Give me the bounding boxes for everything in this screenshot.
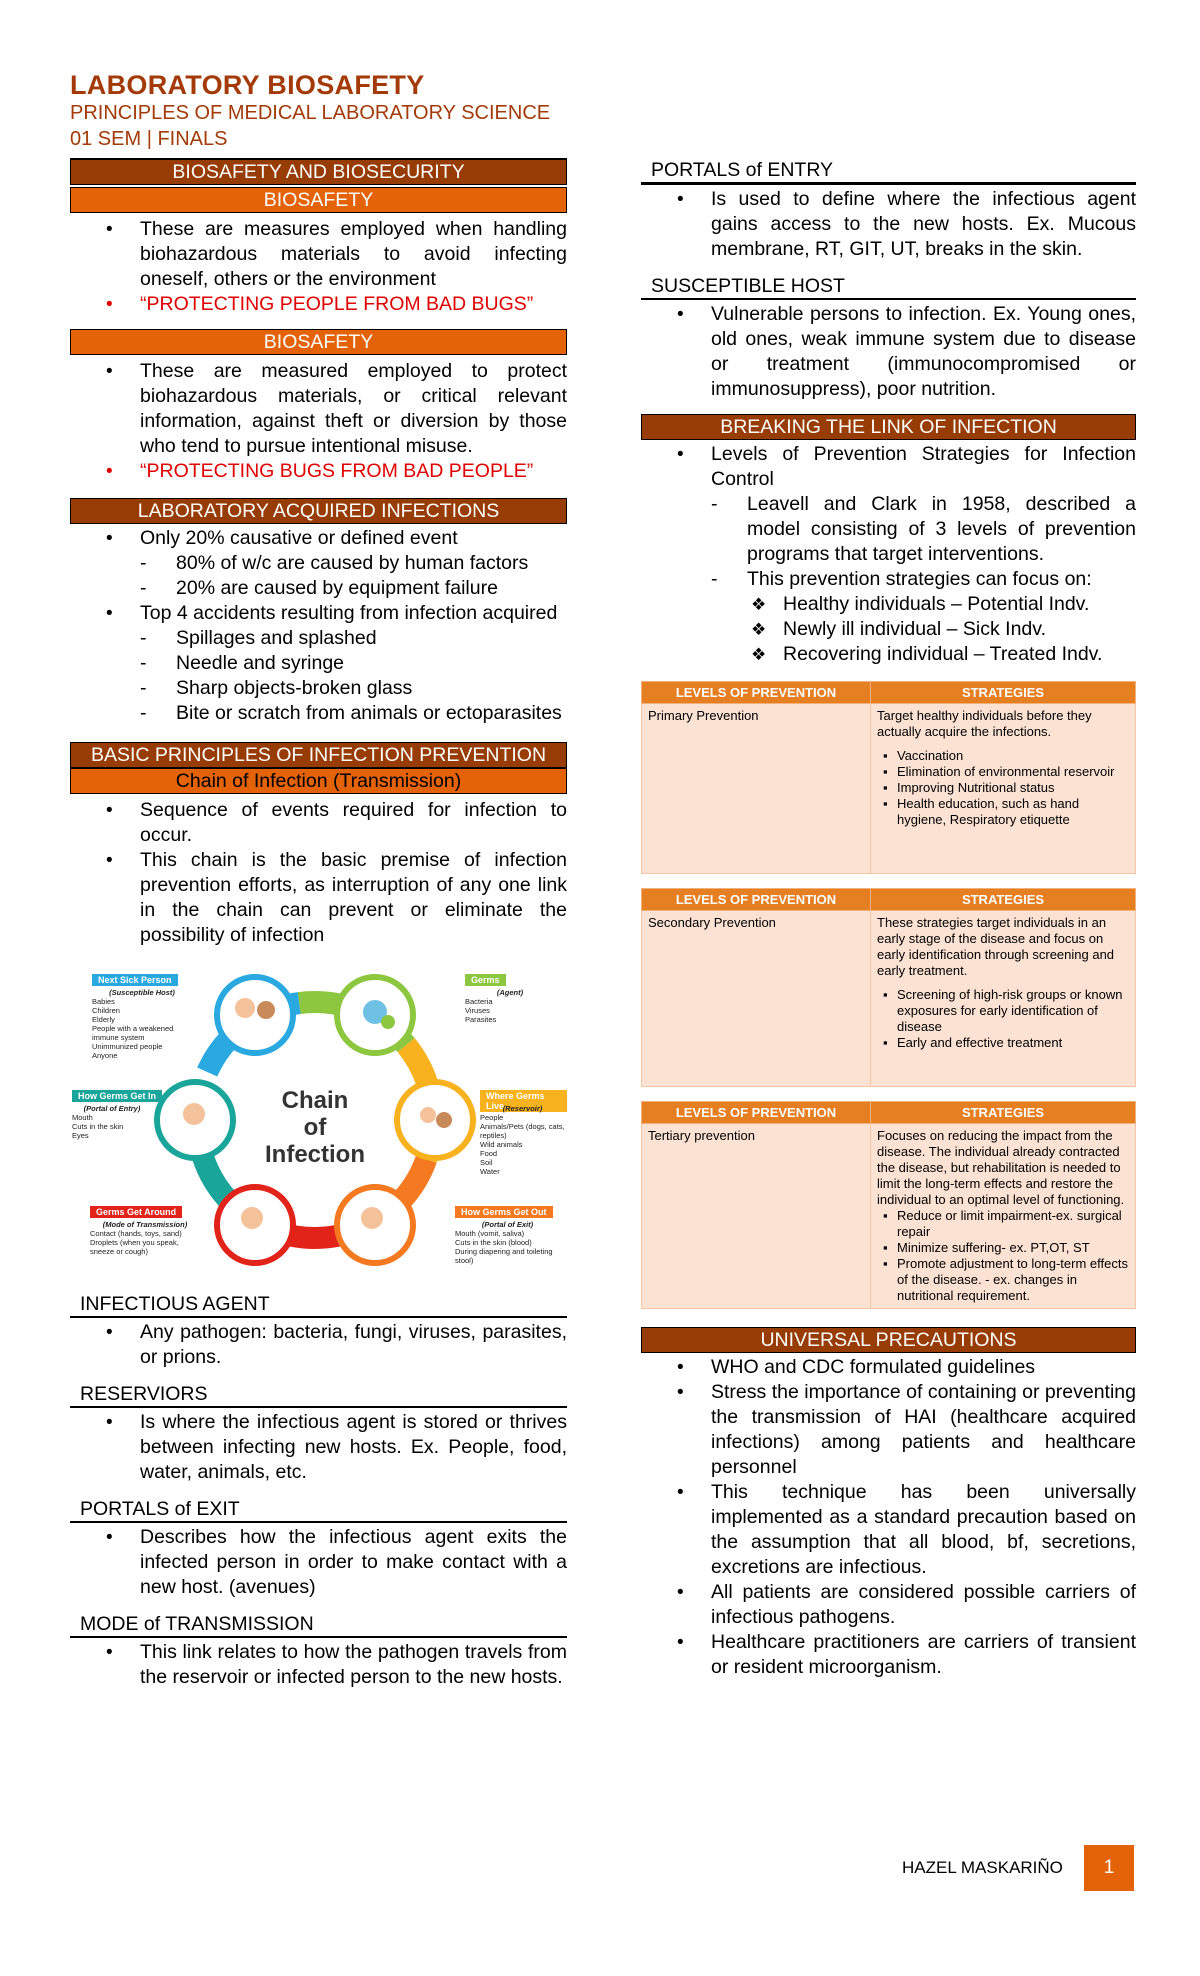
chain-center-line-1: Chain [281, 1087, 349, 1114]
list-item: • Describes how the infectious agent exits the infected person in order to make contact with a new host. (avenues) [70, 1525, 567, 1600]
sub-item: - Leavell and Clark in 1958, described a model consisting of 3 levels of prevention programs that target interventions. [711, 492, 1136, 567]
list-item: • Is used to define where the infectious agent gains access to the new hosts. Ex. Mucous membrane, RT, GIT, UT, breaks in the skin. [641, 187, 1136, 262]
sub-item: - 20% are caused by equipment failure [140, 576, 567, 601]
chain-note-live: (Reservoir) People Animals/Pets (dogs, cats, reptiles) Wild animals Food Soil Water [480, 1104, 565, 1176]
list-item: • Any pathogen: bacteria, fungi, viruses, parasites, or prions. [70, 1320, 567, 1370]
lai-list [70, 526, 567, 726]
list-item: • These are measured employed to protect biohazardous materials, or critical relevant information, against theft or diversion by those who tend to pursue intentional misuse. [70, 359, 567, 459]
table-header-strategies: STRATEGIES [871, 1102, 1136, 1124]
table-header-levels: LEVELS OF PREVENTION [642, 682, 871, 704]
subhead-reservoirs: RESERVIORS [70, 1382, 567, 1408]
focus-item: ❖ Healthy individuals – Potential Indv. [747, 592, 1136, 617]
list-item: • Is where the infectious agent is stored or thrives between infecting new hosts. Ex. People, food, water, animals, etc. [70, 1410, 567, 1485]
sub-item: - Sharp objects-broken glass [140, 676, 567, 701]
infectious-agent-list [70, 1320, 567, 1370]
breaking-sub-list [711, 492, 1136, 667]
lai-item-1: Only 20% causative or defined event [140, 527, 458, 549]
focus-item: ❖ Recovering individual – Treated Indv. [747, 642, 1136, 667]
chain-note-get-in: (Portal of Entry) Mouth Cuts in the skin Eyes [72, 1104, 141, 1140]
table-cell-strategies: Target healthy individuals before they actually acquire the infections. ▪ Vaccination ▪ Elimination of environmental reservoir ▪ Improving Nutritional status ▪ Health education, such as hand hygiene, Respiratory etiquette [871, 704, 1136, 874]
lai-sub-list-1 [140, 551, 567, 601]
lai-sub-list-2 [140, 626, 567, 726]
chain-label-germs: Germs [465, 974, 506, 986]
list-item: • Healthcare practitioners are carriers of transient or resident microorganism. [641, 1630, 1136, 1680]
portals-exit-list [70, 1525, 567, 1600]
section-subheader-chain: Chain of Infection (Transmission) [70, 768, 567, 794]
footer-author: HAZEL MASKARIÑO [902, 1858, 1063, 1877]
sub-item: - This prevention strategies can focus on: ❖ Healthy individuals – Potential Indv. ❖ Newly ill individual – Sick Indv. ❖ Recovering individual – Treated Indv. [711, 567, 1136, 667]
section-header-universal: UNIVERSAL PRECAUTIONS [641, 1327, 1136, 1353]
table-cell-strategies: Focuses on reducing the impact from the disease. The individual already contracted the disease, but rehabilitation is needed to limit the long-term effects and restore the individual to an optimal level of functioning. ▪ Reduce or limit impairment-ex. surgical repair ▪ Minimize suffering- ex. PT,OT, ST ▪ Promote adjustment to long-term effects of the disease. - ex. changes in nutritional requirement. [871, 1124, 1136, 1309]
table-cell-level: Secondary Prevention [642, 911, 871, 1087]
list-item [641, 442, 1136, 667]
sub-item: - Needle and syringe [140, 651, 567, 676]
breaking-link-list [641, 442, 1136, 667]
section-subheader-biosafety-2: BIOSAFETY [70, 329, 567, 355]
list-item: • All patients are considered possible carriers of infectious pathogens. [641, 1580, 1136, 1630]
subhead-portals-exit: PORTALS of EXIT [70, 1497, 567, 1523]
chain-label-live: Where Germs Live [480, 1090, 567, 1112]
list-item: • Stress the importance of containing or preventing the transmission of HAI (healthcare acquired infections) among patients and healthcare personnel [641, 1380, 1136, 1480]
biosafety2-list [70, 359, 567, 484]
list-item: • These are measures employed when handling biohazardous materials to avoid infecting oneself, others or the environment [70, 217, 567, 292]
chain-label-get-in: How Germs Get In [72, 1090, 162, 1102]
biosafety-list [70, 217, 567, 317]
chain-note-germs: (Agent) Bacteria Viruses Parasites [465, 988, 524, 1024]
sub-item: - Bite or scratch from animals or ectoparasites [140, 701, 567, 726]
list-item-red: • “PROTECTING PEOPLE FROM BAD BUGS” [70, 292, 567, 317]
primary-prevention-table [641, 681, 1136, 874]
lai-item-2: Top 4 accidents resulting from infection acquired [140, 602, 558, 624]
subhead-susceptible-host: SUSCEPTIBLE HOST [641, 274, 1136, 300]
chain-label-around: Germs Get Around [90, 1206, 182, 1218]
table-header-strategies: STRATEGIES [871, 682, 1136, 704]
list-item: • This link relates to how the pathogen travels from the reservoir or infected person to the new hosts. [70, 1640, 567, 1690]
list-item: • Vulnerable persons to infection. Ex. Young ones, old ones, weak immune system due to disease or treatment (immunocompromised or immunosuppress), poor nutrition. [641, 302, 1136, 402]
portals-entry-list [641, 187, 1136, 262]
breaking-item: Levels of Prevention Strategies for Infection Control [711, 443, 1136, 490]
list-item [70, 526, 567, 601]
susceptible-host-list [641, 302, 1136, 402]
subhead-mode-transmission: MODE of TRANSMISSION [70, 1612, 567, 1638]
list-item: • This chain is the basic premise of infection prevention efforts, as interruption of any one link in the chain can prevent or eliminate the possibility of infection [70, 848, 567, 948]
chain-note-get-out: (Portal of Exit) Mouth (vomit, saliva) Cuts in the skin (blood) During diapering and toileting stool) [455, 1220, 553, 1265]
section-header-biosafety-biosecurity: BIOSAFETY AND BIOSECURITY [70, 158, 567, 185]
chain-note-next-sick: (Susceptible Host) Babies Children Elderly People with a weakened immune system Unimmunized people Anyone [92, 988, 175, 1060]
sub-item: - Spillages and splashed [140, 626, 567, 651]
document-semester: 01 SEM | FINALS [70, 128, 228, 150]
document-subtitle: PRINCIPLES OF MEDICAL LABORATORY SCIENCE [70, 102, 551, 124]
chain-label-get-out: How Germs Get Out [455, 1206, 553, 1218]
chain-note-around: (Mode of Transmission) Contact (hands, toys, sand) Droplets (when you speak, sneeze or cough) [90, 1220, 188, 1256]
section-header-lai: LABORATORY ACQUIRED INFECTIONS [70, 498, 567, 524]
list-item: • Sequence of events required for infection to occur. [70, 798, 567, 848]
chain-center-line-2: of [303, 1114, 327, 1141]
table-header-levels: LEVELS OF PREVENTION [642, 1102, 871, 1124]
tertiary-prevention-table [641, 1101, 1136, 1309]
subhead-infectious-agent: INFECTIOUS AGENT [70, 1292, 567, 1318]
table-cell-level: Tertiary prevention [642, 1124, 871, 1309]
list-item [70, 601, 567, 726]
chain-of-infection-figure [70, 960, 567, 1280]
left-column [70, 158, 567, 1690]
section-header-breaking-link: BREAKING THE LINK OF INFECTION [641, 414, 1136, 440]
reservoirs-list [70, 1410, 567, 1485]
universal-list [641, 1355, 1136, 1680]
focus-item: ❖ Newly ill individual – Sick Indv. [747, 617, 1136, 642]
right-column [641, 158, 1136, 1680]
document-title: LABORATORY BIOSAFETY [70, 70, 425, 100]
list-item: • WHO and CDC formulated guidelines [641, 1355, 1136, 1380]
list-item: • This technique has been universally implemented as a standard precaution based on the assumption that all blood, bf, secretions, excretions are infectious. [641, 1480, 1136, 1580]
chain-list [70, 798, 567, 948]
chain-center-line-3: Infection [265, 1141, 365, 1168]
chain-label-next-sick: Next Sick Person [92, 974, 178, 986]
page-number-badge: 1 [1084, 1845, 1134, 1891]
mode-transmission-list [70, 1640, 567, 1690]
list-item-red: • “PROTECTING BUGS FROM BAD PEOPLE” [70, 459, 567, 484]
secondary-prevention-table [641, 888, 1136, 1087]
sub-item: - 80% of w/c are caused by human factors [140, 551, 567, 576]
table-cell-strategies: These strategies target individuals in an early stage of the disease and focus on early identification through screening and early treatment. ▪ Screening of high-risk groups or known exposures for early identification of disease ▪ Early and effective treatment [871, 911, 1136, 1087]
subhead-portals-entry: PORTALS of ENTRY [641, 158, 1136, 185]
table-header-levels: LEVELS OF PREVENTION [642, 889, 871, 911]
section-header-bpip: BASIC PRINCIPLES OF INFECTION PREVENTION [70, 742, 567, 768]
table-cell-level: Primary Prevention [642, 704, 871, 874]
section-subheader-biosafety: BIOSAFETY [70, 187, 567, 213]
table-header-strategies: STRATEGIES [871, 889, 1136, 911]
focus-list [747, 592, 1136, 667]
